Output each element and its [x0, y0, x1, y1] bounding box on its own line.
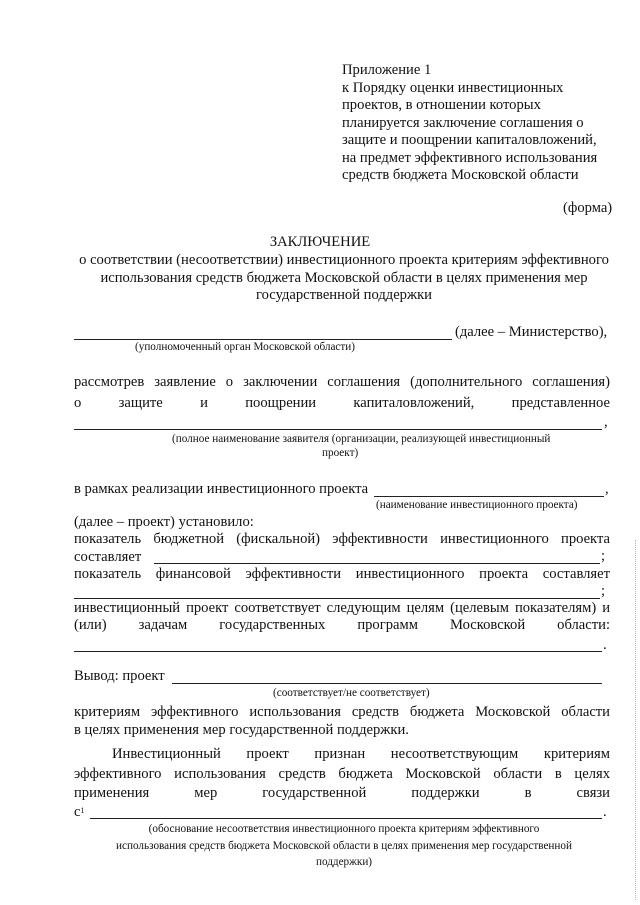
applicant-name-field[interactable] — [74, 429, 602, 430]
nonconformity-line: эффективного использования средств бюджета Московской области в целях — [74, 766, 610, 782]
document-subtitle-line: государственной поддержки — [256, 287, 432, 303]
project-comma: , — [605, 481, 609, 497]
goals-field[interactable] — [74, 651, 602, 652]
conclusion-line: в целях применения мер государственной поддержки. — [74, 722, 409, 738]
nonconformity-c: с — [74, 804, 81, 820]
financial-efficiency-line: показатель финансовой эффективности инвестиционного проекта составляет — [74, 566, 610, 582]
nonconformity-line: применения мер государственной поддержки в связи — [74, 785, 610, 801]
conclusion-field[interactable] — [172, 683, 602, 684]
budget-efficiency-line: показатель бюджетной (фискальной) эффективности инвестиционного проекта — [74, 531, 610, 547]
appendix-line: на предмет эффективного использования — [342, 149, 598, 166]
ministry-caption: (уполномоченный орган Московской области) — [135, 341, 355, 353]
document-subtitle-line: о соответствии (несоответствии) инвестиционного проекта критериям эффективного — [79, 252, 609, 268]
nonconformity-caption: поддержки) — [315, 856, 373, 868]
document-title: ЗАКЛЮЧЕНИЕ — [269, 234, 371, 250]
budget-efficiency-field[interactable] — [154, 563, 600, 564]
statement-line: рассмотрев заявление о заключении соглашения (дополнительного соглашения) — [74, 374, 610, 390]
nonconformity-reason-field[interactable] — [90, 818, 602, 819]
conclusion-line: критериям эффективного использования средств бюджета Московской области — [74, 704, 610, 720]
budget-semicolon: ; — [601, 548, 606, 564]
form-label: (форма) — [563, 200, 613, 216]
statement-line: о защите и поощрении капиталовложений, представленное — [74, 395, 610, 411]
project-prefix: в рамках реализации инвестиционного проекта — [74, 481, 369, 497]
project-name-field[interactable] — [374, 496, 604, 497]
financial-semicolon: ; — [601, 583, 606, 599]
applicant-caption: (полное наименование заявителя (организации, реализующей инвестиционный — [172, 433, 551, 445]
project-caption: (наименование инвестиционного проекта) — [376, 499, 578, 511]
goals-line: инвестиционный проект соответствует следующим целям (целевым показателям) и — [74, 600, 610, 616]
appendix-block — [342, 62, 597, 185]
appendix-line: Приложение 1 — [342, 62, 432, 78]
document-subtitle-line: использования средств бюджета Московской области в целях применения мер — [100, 270, 588, 286]
project-established: (далее – проект) установило: — [74, 514, 254, 530]
appendix-line: проектов, в отношении которых — [342, 97, 541, 113]
appendix-line: защите и поощрении капиталовложений, — [342, 132, 597, 148]
applicant-caption: проект) — [322, 447, 359, 459]
applicant-comma: , — [604, 414, 608, 430]
nonconformity-prefix — [74, 804, 84, 821]
appendix-line: планируется заключение соглашения о — [342, 114, 584, 131]
footnote-mark[interactable]: 1 — [80, 806, 85, 815]
conclusion-prefix: Вывод: проект — [74, 668, 165, 684]
scan-edge-dots — [635, 540, 637, 900]
budget-efficiency-label: составляет — [74, 549, 142, 565]
nonconformity-line: Инвестиционный проект признан несоответствующим критериям — [112, 746, 610, 762]
appendix-line: к Порядку оценки инвестиционных — [342, 79, 564, 96]
ministry-suffix: (далее – Министерство), — [455, 324, 608, 340]
goals-line: (или) задачам государственных программ Московской области: — [74, 617, 610, 633]
goals-period: . — [603, 637, 607, 653]
nonconformity-caption: (обоснование несоответствия инвестиционного проекта критериям эффективного — [148, 823, 540, 835]
financial-efficiency-field[interactable] — [74, 598, 600, 599]
nonconformity-period: . — [603, 804, 607, 820]
nonconformity-caption: использования средств бюджета Московской области в целях применения мер государственной — [116, 840, 572, 852]
conclusion-caption: (соответствует/не соответствует) — [273, 687, 430, 699]
appendix-line: средств бюджета Московской области — [342, 167, 579, 183]
